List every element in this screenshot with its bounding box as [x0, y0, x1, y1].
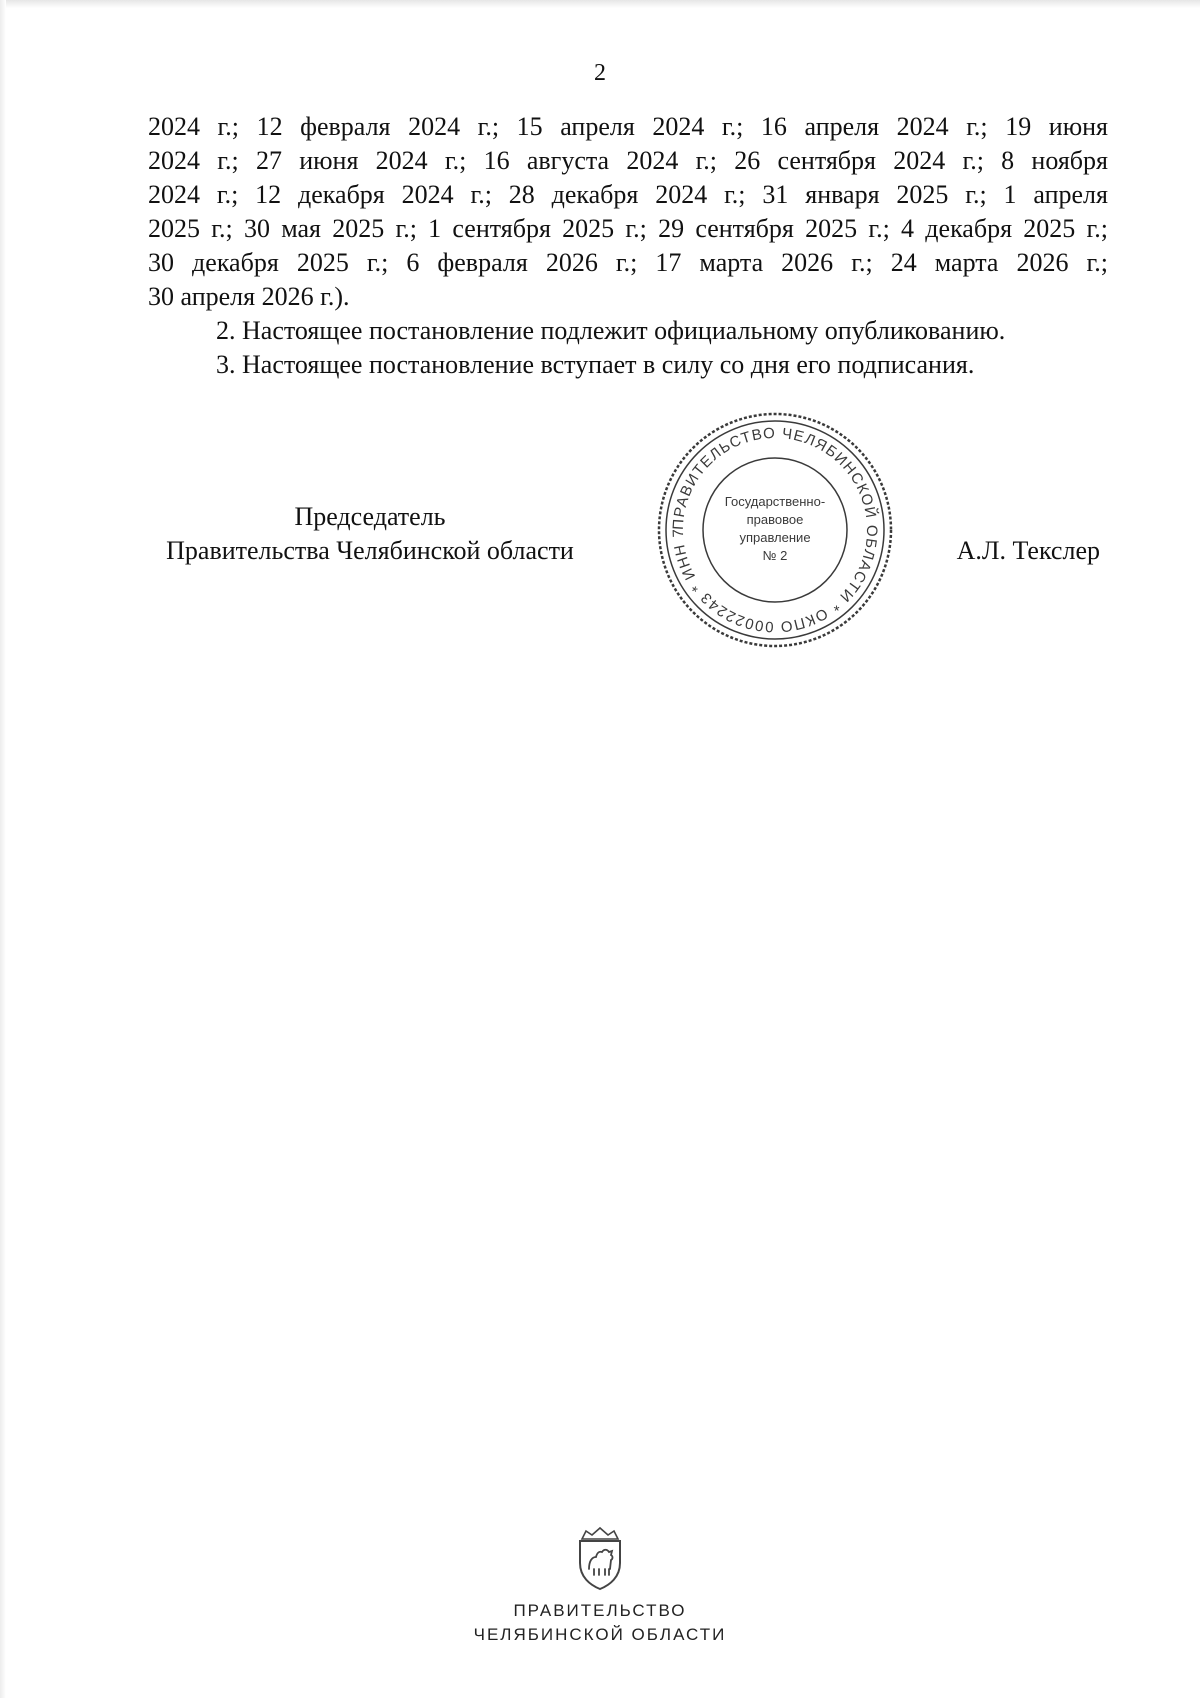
footer-org-line: ЧЕЛЯБИНСКОЙ ОБЛАСТИ [473, 1625, 727, 1644]
signatory-title [140, 500, 600, 568]
dates-line: 2025 г.; 30 мая 2025 г.; 1 сентября 2025 г.; 29 сентября 2025 г.; 4 декабря 2025 г.; [148, 214, 1108, 243]
seal-center-text: Государственно- [724, 494, 826, 509]
seal-center-text: № 2 [762, 548, 788, 563]
document-body [148, 110, 1108, 382]
seal-ring-text: ПРАВИТЕЛЬСТВО ЧЕЛЯБИНСКОЙ ОБЛАСТИ * ОКПО 00022243 * ИНН 7 [669, 424, 881, 636]
footer-org-line: ПРАВИТЕЛЬСТВО [513, 1601, 687, 1620]
signatory-title-line: Правительства Челябинской области [166, 536, 574, 565]
dates-line: 30 декабря 2025 г.; 6 февраля 2026 г.; 17 марта 2026 г.; 24 марта 2026 г.; [148, 248, 1108, 277]
page-number: 2 [594, 60, 606, 86]
dates-list-paragraph [148, 110, 1108, 314]
chelyabinsk-coat-of-arms-icon [572, 1525, 628, 1591]
clause-2: 2. Настоящее постановление подлежит официальному опубликованию. [216, 316, 1006, 345]
signatory-name: А.Л. Текслер [956, 536, 1100, 565]
seal-center-text: правовое [746, 512, 804, 527]
signature-block [140, 500, 1100, 580]
dates-line: 30 апреля 2026 г.). [148, 282, 350, 311]
dates-line: 2024 г.; 27 июня 2024 г.; 16 августа 2024 г.; 26 сентября 2024 г.; 8 ноября [148, 146, 1108, 175]
official-seal [655, 410, 895, 650]
dates-line: 2024 г.; 12 февраля 2024 г.; 15 апреля 2024 г.; 16 апреля 2024 г.; 19 июня [148, 112, 1108, 141]
seal-graphic [655, 410, 895, 650]
scan-edge-top [0, 0, 1200, 8]
seal-center-text: управление [739, 530, 811, 545]
dates-line: 2024 г.; 12 декабря 2024 г.; 28 декабря 2024 г.; 31 января 2025 г.; 1 апреля [148, 180, 1108, 209]
scan-edge-left [0, 0, 6, 1698]
clause-3: 3. Настоящее постановление вступает в силу со дня его подписания. [216, 350, 975, 379]
signatory-title-line: Председатель [294, 502, 446, 531]
footer-letterhead [0, 1525, 1200, 1647]
